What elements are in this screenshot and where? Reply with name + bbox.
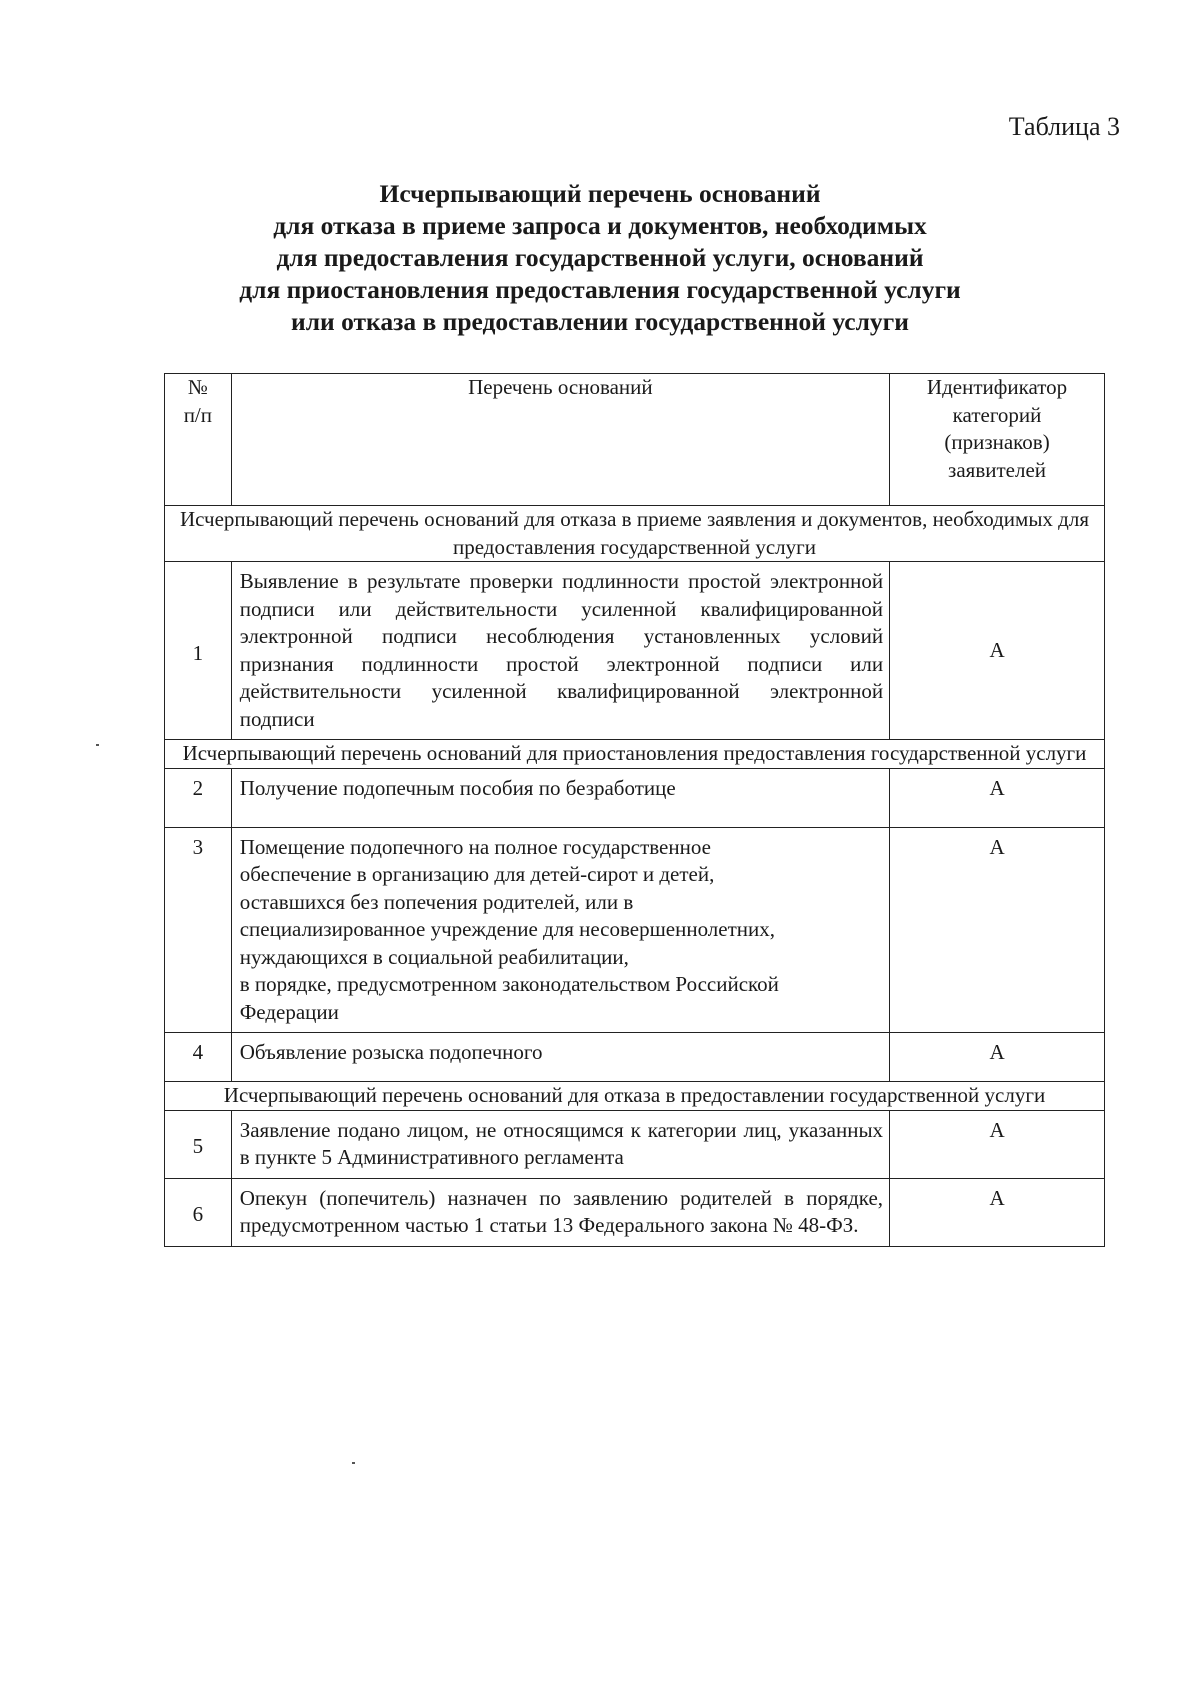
table-row	[165, 827, 1105, 1033]
table-row	[165, 1178, 1105, 1246]
row-text: Заявление подано лицом, не относящимся к категории лиц, указанных в пункте 5 Административного регламента	[231, 1110, 889, 1178]
table-row	[165, 1033, 1105, 1082]
row-text-line: Помещение подопечного на полное государственное	[239, 834, 711, 859]
title-line: для отказа в приеме запроса и документов, необходимых	[273, 211, 927, 240]
row-identifier: А	[890, 827, 1105, 1033]
title-line: или отказа в предоставлении государственной услуги	[291, 307, 909, 336]
row-text-line: Федерации	[239, 999, 339, 1024]
scan-speck	[96, 744, 99, 746]
table-row	[165, 768, 1105, 827]
header-identifier-line: Идентификатор	[926, 375, 1068, 399]
row-identifier: А	[890, 562, 1105, 740]
header-identifier-line: заявителей	[948, 457, 1047, 482]
row-text-line: обеспечение в организацию для детей-сирот и детей,	[239, 862, 715, 886]
row-number: 6	[165, 1178, 232, 1246]
section-row	[165, 740, 1105, 769]
row-number: 2	[165, 768, 232, 827]
table-row	[165, 1110, 1105, 1178]
table-header-row	[165, 374, 1105, 506]
row-text-line: специализированное учреждение для несовершеннолетних,	[239, 917, 776, 941]
section-title: Исчерпывающий перечень оснований для отказа в приеме заявления и документов, необходимых для предоставления государственной услуги	[165, 506, 1105, 562]
scan-speck	[352, 1462, 355, 1464]
header-identifier	[890, 374, 1105, 506]
row-identifier: А	[890, 768, 1105, 827]
grounds-table	[164, 373, 1105, 1247]
title-line: Исчерпывающий перечень оснований	[379, 179, 821, 208]
row-text-line: оставшихся без попечения родителей, или в	[239, 889, 634, 914]
document-title	[0, 178, 1200, 338]
header-grounds: Перечень оснований	[231, 374, 889, 506]
header-number-line: п/п	[183, 402, 212, 427]
table-row	[165, 562, 1105, 740]
row-text-line: в порядке, предусмотренном законодательством Российской	[239, 972, 779, 996]
row-identifier: А	[890, 1033, 1105, 1082]
row-number: 4	[165, 1033, 232, 1082]
header-identifier-line: (признаков)	[944, 430, 1050, 454]
title-line: для предоставления государственной услуги, оснований	[276, 243, 924, 272]
table-number: Таблица 3	[1008, 112, 1120, 141]
row-text: Выявление в результате проверки подлинности простой электронной подписи или действительности усиленной квалифицированной электронной подписи несоблюдения установленных условий признания подлинности простой электронной подписи или действительности усиленной квалифицированной электронной подписи	[231, 562, 889, 740]
header-number	[165, 374, 232, 506]
section-title: Исчерпывающий перечень оснований для отказа в предоставлении государственной услуги	[165, 1082, 1105, 1111]
row-number: 1	[165, 562, 232, 740]
section-row	[165, 1082, 1105, 1111]
section-title: Исчерпывающий перечень оснований для приостановления предоставления государственной услуги	[165, 740, 1105, 769]
row-text-line: нуждающихся в социальной реабилитации,	[239, 944, 629, 969]
title-line: для приостановления предоставления государственной услуги	[239, 275, 961, 304]
row-text	[231, 827, 889, 1033]
row-number: 5	[165, 1110, 232, 1178]
row-number: 3	[165, 827, 232, 1033]
row-text: Объявление розыска подопечного	[231, 1033, 889, 1082]
row-text: Опекун (попечитель) назначен по заявлению родителей в порядке, предусмотренном частью 1 статьи 13 Федерального закона № 48-ФЗ.	[231, 1178, 889, 1246]
header-number-line: №	[187, 375, 208, 399]
section-row	[165, 506, 1105, 562]
row-text: Получение подопечным пособия по безработице	[231, 768, 889, 827]
row-identifier: А	[890, 1178, 1105, 1246]
row-identifier: А	[890, 1110, 1105, 1178]
header-identifier-line: категорий	[952, 402, 1042, 427]
